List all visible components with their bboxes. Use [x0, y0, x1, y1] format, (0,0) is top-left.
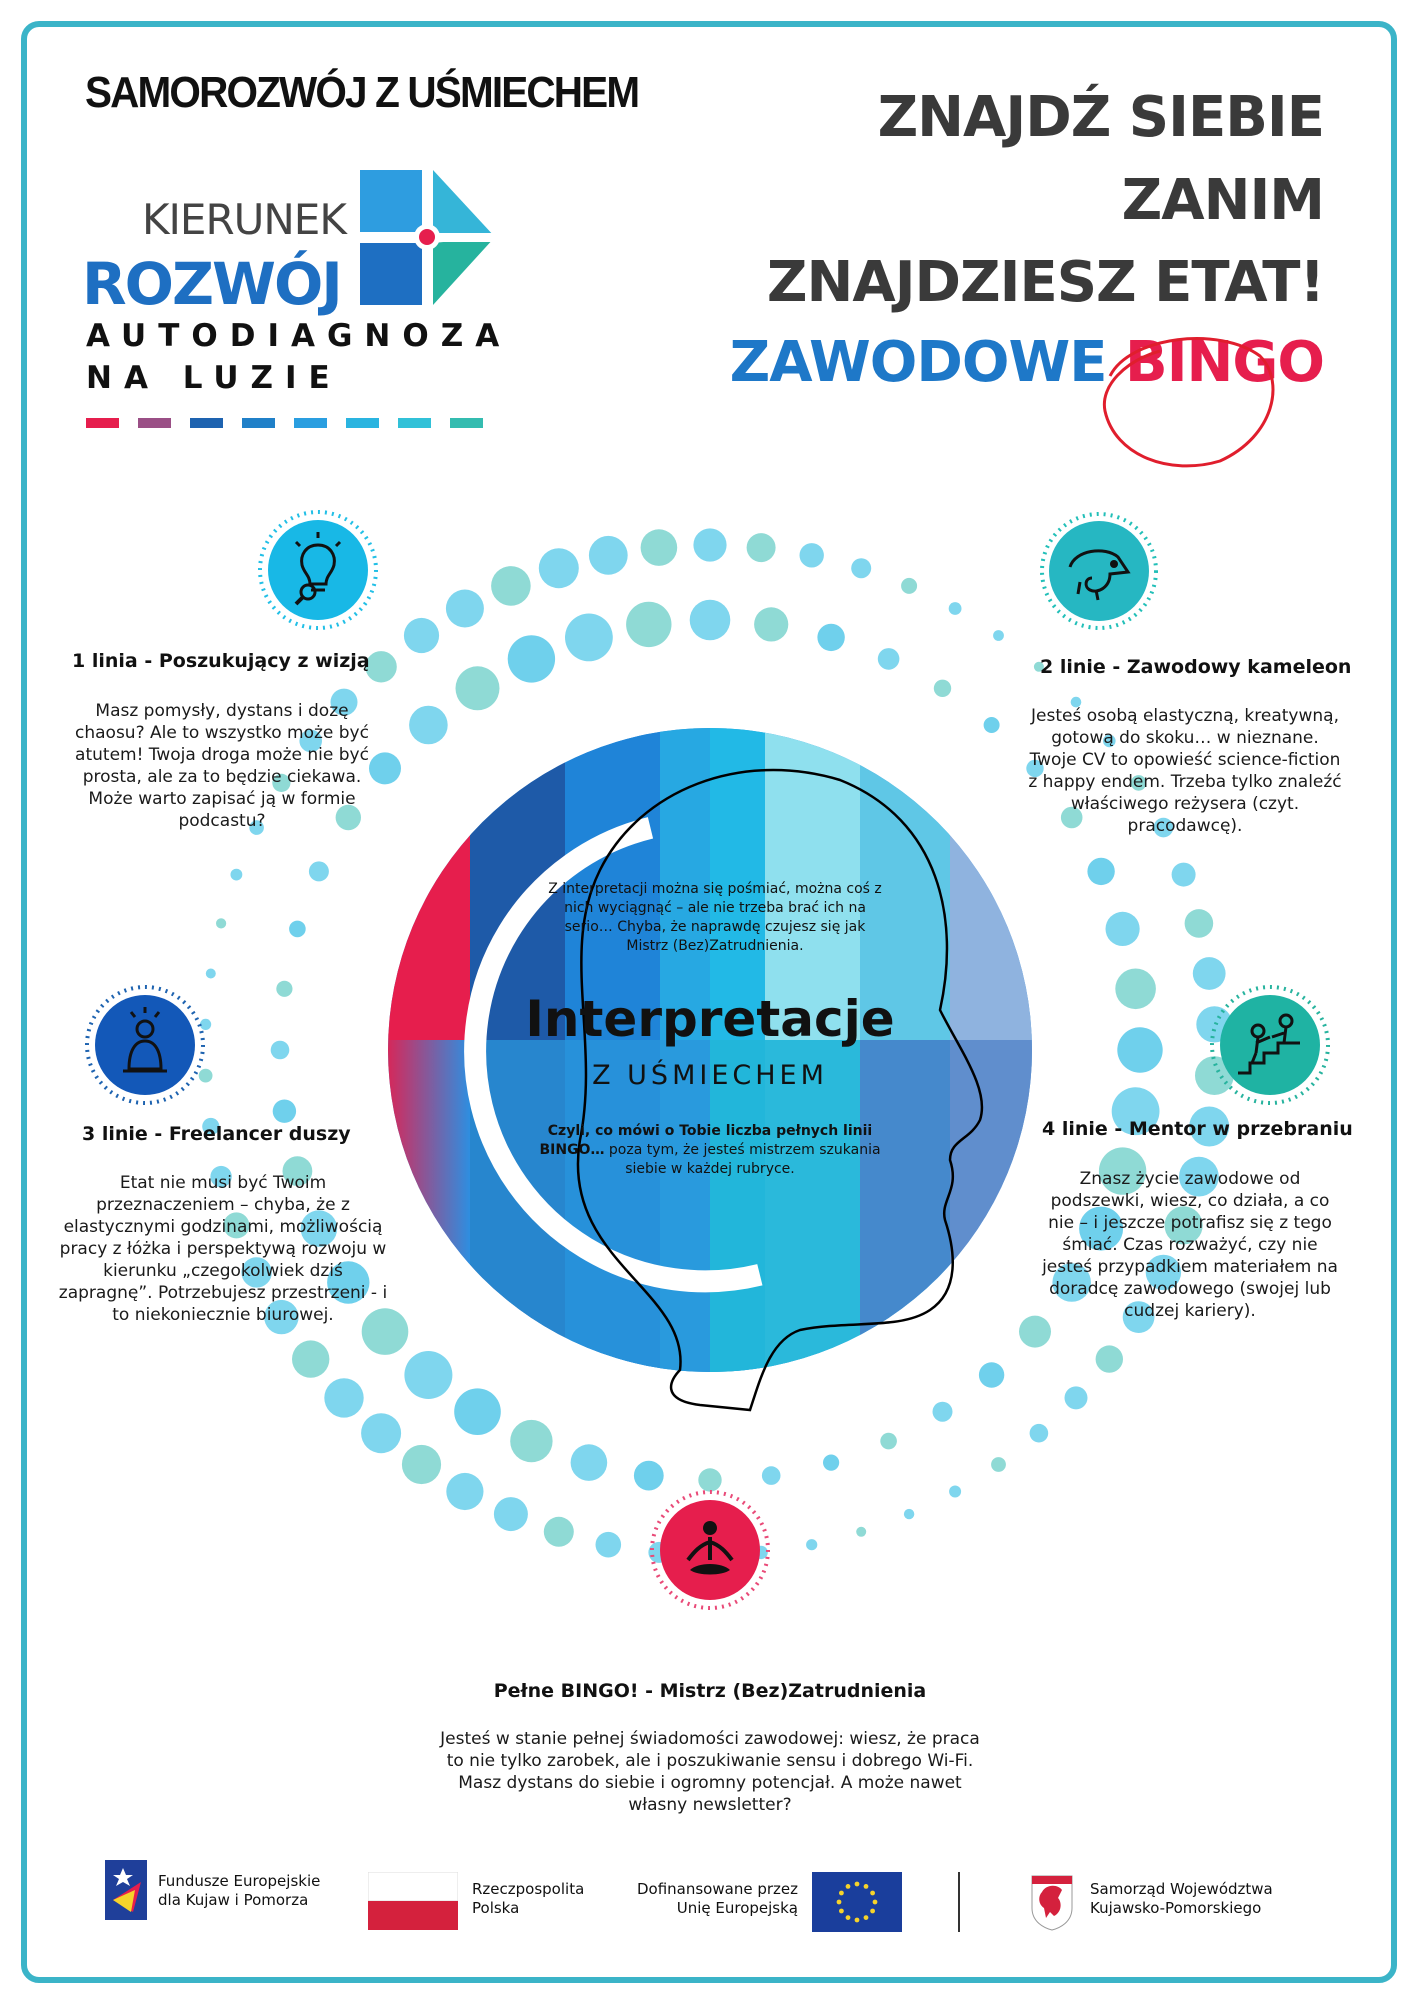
ring-dot	[491, 566, 531, 606]
item-3-title: 3 linie - Freelancer duszy	[82, 1123, 351, 1145]
headline-line-1: ZNAJDŹ SIEBIE	[877, 85, 1324, 150]
meditation-icon	[85, 985, 205, 1105]
footer-sw-line2: Kujawsko-Pomorskiego	[1090, 1899, 1262, 1917]
chameleon-icon	[1040, 512, 1158, 630]
ring-dot	[934, 680, 951, 697]
eu-star	[864, 1915, 869, 1920]
ring-dot	[292, 1340, 329, 1377]
ring-dot	[402, 1445, 441, 1484]
item-5-title: Pełne BINGO! - Mistrz (Bez)Zatrudnienia	[493, 1680, 927, 1702]
headline-line-3: ZNAJDZIESZ ETAT!	[766, 250, 1324, 315]
item-4-title: 4 linie - Mentor w przebraniu	[1042, 1118, 1353, 1140]
footer-rp	[472, 1880, 584, 1918]
yoga-icon	[650, 1490, 770, 1610]
eu-star	[873, 1900, 878, 1905]
ring-dot	[324, 1378, 363, 1417]
item-2-text: Jesteś osobą elastyczną, kreatywną, gotową do skoku… w nieznane. Twoje CV to opowieść science-fiction z happy endem. Trzeba tylko znaleźć właściwego reżysera (czyt. pracodawcę).	[1028, 706, 1342, 836]
ring-dot	[589, 536, 628, 575]
ring-dot	[851, 558, 871, 578]
ring-dot	[991, 1457, 1006, 1472]
ring-dot	[361, 1413, 401, 1453]
eu-star	[855, 1918, 860, 1923]
ring-dot	[1117, 1027, 1162, 1072]
eu-star	[846, 1915, 851, 1920]
ring-dot	[949, 602, 962, 615]
ring-dot	[762, 1466, 781, 1485]
item-2-title: 2 linie - Zawodowy kameleon	[1040, 656, 1352, 678]
ring-dot	[216, 918, 226, 928]
item-3-text: Etat nie musi być Twoim przeznaczeniem – chyba, że z elastycznymi godzinami, możliwością pracy z łóżka i perspektywą rozwoju w kierunku „czegokolwiek dziś zapragnę”. Potrzebujesz przestrzeni - i to niekoniecznie biurowej.	[58, 1173, 388, 1325]
headline-zawodowe: ZAWODOWE	[729, 330, 1126, 395]
ring-dot	[404, 1351, 452, 1399]
eu-star	[839, 1909, 844, 1914]
ring-dot	[231, 869, 243, 881]
ring-dot	[993, 630, 1004, 641]
item-4-text: Znasz życie zawodowe od podszewki, wiesz, co działa, a co nie – i jeszcze potrafisz się z tego śmiać. Czas rozważyć, czy nie jesteś przypadkiem materiałem na doradcę zawodowego (swojej lub cudzej kariery).	[1042, 1169, 1338, 1321]
ring-dot	[880, 1433, 897, 1450]
ring-dot	[933, 1402, 953, 1422]
ring-dot	[984, 717, 1000, 733]
eu-flag-icon	[812, 1872, 902, 1932]
eu-star	[837, 1900, 842, 1905]
ring-dot	[446, 590, 484, 628]
footer-ue-line2: Unię Europejską	[676, 1899, 798, 1917]
ring-dot	[626, 602, 671, 647]
footer-ue-line1: Dofinansowane przez	[636, 1880, 798, 1898]
item-1-text: Masz pomysły, dystans i dozę chaosu? Ale to wszystko może być atutem! Twoja droga może nie być prosta, ale za to będzie ciekawa. Może warto zapisać ją w formie podcastu?	[75, 701, 369, 831]
item-5-text: Jesteś w stanie pełnej świadomości zawodowej: wiesz, że praca to nie tylko zarobek, ale i poszukiwanie sensu i dobrego Wi-Fi. Masz dystans do siebie i ogromny potencjał. A może nawet własny newsletter?	[440, 1729, 980, 1815]
ring-dot	[1030, 1424, 1049, 1443]
footer-fe-line1: Fundusze Europejskie	[158, 1872, 321, 1890]
eu-star	[846, 1884, 851, 1889]
logo-line-kierunek: KIERUNEK	[142, 195, 346, 244]
ring-dot	[747, 533, 776, 562]
ring-dot	[949, 1486, 961, 1498]
footer-sw-line1: Samorząd Województwa	[1090, 1880, 1273, 1898]
eu-star	[855, 1882, 860, 1887]
ring-dot	[823, 1455, 839, 1471]
ring-dot	[698, 1468, 721, 1491]
ring-dot	[693, 528, 726, 561]
ring-dot	[404, 618, 439, 653]
center-outro-rest: poza tym, że jesteś mistrzem szukania siebie w każdej rubryce.	[604, 1142, 881, 1177]
ring-dot	[800, 543, 824, 567]
coat-of-arms-icon	[1028, 1872, 1076, 1932]
eu-star	[839, 1891, 844, 1896]
logo-line-autodiagnoza: AUTODIAGNOZA	[86, 318, 512, 354]
ring-dot	[454, 1388, 501, 1435]
ring-dot	[571, 1444, 608, 1481]
ring-dot	[276, 981, 292, 997]
footer-fe	[158, 1872, 320, 1910]
fe-flag-icon	[105, 1860, 147, 1920]
item-1-title: 1 linia - Poszukujący z wizją	[72, 650, 370, 672]
ring-dot	[565, 614, 613, 662]
polish-flag-icon	[368, 1872, 458, 1930]
ring-dot	[641, 529, 678, 566]
ring-dot	[1087, 858, 1114, 885]
mentor-stairs-icon	[1210, 985, 1330, 1105]
ring-dot	[690, 600, 731, 641]
eu-star	[870, 1891, 875, 1896]
headline-line-2: ZANIM	[1121, 168, 1324, 233]
ring-dot	[1172, 863, 1196, 887]
ring-dot	[901, 578, 917, 594]
center-subtitle: Z UŚMIECHEM	[592, 1060, 828, 1091]
footer-fe-line2: dla Kujaw i Pomorza	[158, 1891, 309, 1909]
footer-rp-line1: Rzeczpospolita	[472, 1880, 585, 1898]
eu-star	[870, 1909, 875, 1914]
ring-dot	[878, 648, 900, 670]
footer-ue	[628, 1880, 798, 1918]
ring-dot	[309, 861, 329, 881]
ring-dot	[539, 548, 579, 588]
ring-dot	[544, 1517, 574, 1547]
footer-sw	[1090, 1880, 1273, 1918]
ring-dot	[409, 706, 448, 745]
ring-dot	[1185, 909, 1214, 938]
ring-dot	[856, 1527, 866, 1537]
footer-divider	[958, 1872, 960, 1932]
ring-dot	[271, 1041, 290, 1060]
ring-dot	[494, 1497, 528, 1531]
ring-dot	[510, 1420, 552, 1462]
ring-dot	[508, 635, 555, 682]
lightbulb-icon	[258, 510, 378, 630]
ring-dot	[1106, 912, 1140, 946]
center-outro-bold: Czyli, co mówi o Tobie liczba pełnych linii BINGO…	[539, 1123, 873, 1158]
logo-line-na-luzie: NA LUZIE	[86, 360, 342, 396]
ring-dot	[1096, 1345, 1123, 1372]
ring-dot	[754, 607, 788, 641]
center-intro-text: Z interpretacji można się pośmiać, można coś z nich wyciągnąć – ale nie trzeba brać ich na serio… Chyba, że naprawdę czujesz się jak Mistrz (Bez)Zatrudnienia.	[548, 881, 882, 954]
ring-dot	[1065, 1386, 1088, 1409]
ring-dot	[1115, 969, 1156, 1010]
ring-dot	[806, 1539, 817, 1550]
eu-star	[864, 1884, 869, 1889]
slogan: SAMOROZWÓJ Z UŚMIECHEM	[85, 68, 639, 117]
center-outro-text	[520, 1122, 900, 1179]
ring-dot	[456, 666, 500, 710]
center-title: Interpretacje	[525, 990, 895, 1048]
ring-dot	[634, 1461, 664, 1491]
footer-rp-line2: Polska	[472, 1899, 520, 1917]
ring-dot	[446, 1473, 483, 1510]
ring-dot	[289, 921, 306, 938]
ring-dot	[273, 1100, 296, 1123]
ring-dot	[979, 1362, 1004, 1387]
ring-dot	[596, 1532, 622, 1558]
logo-line-rozwoj: ROZWÓJ	[82, 250, 341, 318]
ring-dot	[206, 969, 216, 979]
ring-dot	[904, 1509, 914, 1519]
headline-bingo: BINGO	[1125, 330, 1324, 395]
ring-dot	[817, 624, 844, 651]
